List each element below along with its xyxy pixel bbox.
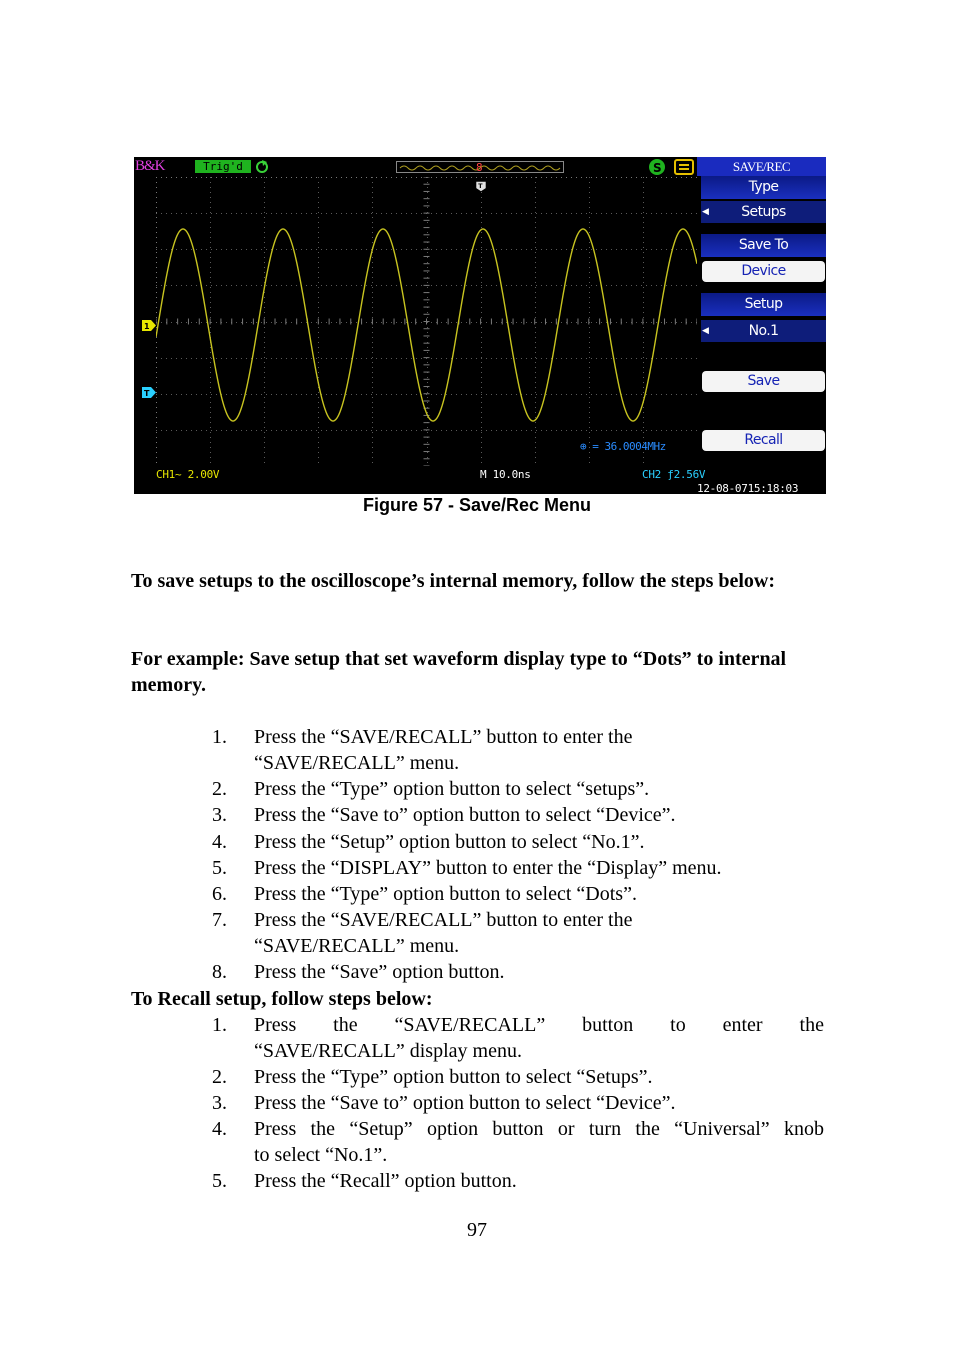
cycle-arrow-icon: ◀: [702, 207, 709, 217]
save-recall-menu: [697, 157, 826, 455]
figure-caption: Figure 57 - Save/Rec Menu: [362, 495, 592, 515]
svg-text:T: T: [478, 183, 483, 191]
frequency-readout: ⊕ = 36.0004MHz: [580, 440, 666, 453]
trigger-level-marker: [142, 387, 156, 398]
waveform-grid: [156, 177, 697, 466]
setup-option-label[interactable]: Setup: [701, 293, 826, 316]
page-number: 97: [467, 1219, 487, 1241]
oscilloscope-screen: [134, 157, 826, 494]
ch1-level-marker: [142, 320, 156, 331]
type-option-value[interactable]: ◀ Setups: [701, 201, 826, 223]
brand-logo: B&K: [135, 158, 165, 174]
ch1-scale-readout: CH1~ 2.00V: [156, 468, 220, 481]
trigger-status-badge: Trig'd: [195, 160, 251, 173]
ch1-waveform: [156, 229, 697, 421]
cycle-arrow-icon: ◀: [702, 326, 709, 336]
printer-icon: [674, 158, 694, 176]
type-option-label[interactable]: Type: [701, 176, 826, 199]
justified-line: Press the “SAVE/RECALL” button to enter the: [254, 1014, 824, 1036]
save-button[interactable]: Save: [702, 371, 825, 392]
usb-storage-icon: [648, 158, 666, 176]
save-to-option-value[interactable]: Device: [702, 261, 825, 282]
example-paragraph: For example: Save setup that set waveform display type to “Dots” to internal memory.: [131, 648, 787, 696]
setup-option-value[interactable]: ◀ No.1: [701, 320, 826, 342]
trigger-readout: CH2 ƒ2.56V: [642, 468, 706, 481]
frequency-icon: ⊕: [580, 440, 587, 453]
trigger-position-marker: [474, 181, 488, 192]
svg-text:S: S: [653, 161, 662, 175]
memory-position-bar: [396, 161, 564, 173]
run-state-icon: [254, 158, 270, 174]
timebase-readout: M 10.0ns: [480, 468, 531, 481]
svg-text:T: T: [144, 389, 150, 398]
svg-text:1: 1: [144, 322, 150, 331]
recall-heading: To Recall setup, follow steps below:: [131, 988, 433, 1010]
scope-top-bar: [134, 157, 696, 177]
menu-title: SAVE/REC: [697, 157, 826, 176]
save-to-option-label[interactable]: Save To: [701, 234, 826, 257]
svg-text:8: 8: [476, 161, 483, 173]
intro-paragraph: To save setups to the oscilloscope’s internal memory, follow the steps below:: [131, 570, 776, 592]
datetime-readout: 12-08-0715:18:03: [697, 482, 799, 494]
recall-button[interactable]: Recall: [702, 430, 825, 451]
